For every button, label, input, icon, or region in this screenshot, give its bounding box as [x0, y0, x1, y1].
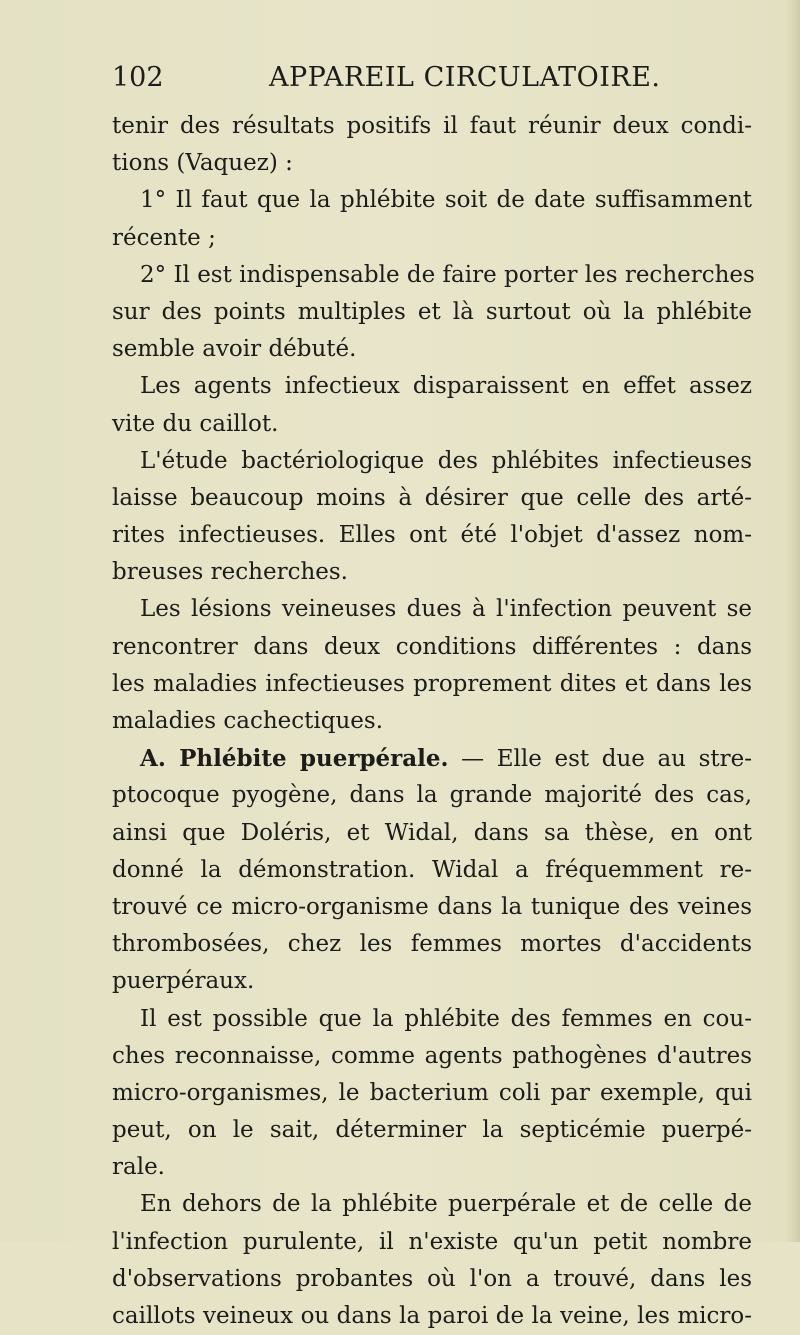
text-line: Il est possible que la phlébite des femmes en cou-: [140, 1005, 752, 1032]
section-heading: A. Phlébite puerpérale.: [140, 745, 449, 773]
text-line: Les lésions veineuses dues à l'infection peuvent se: [140, 596, 752, 623]
text-line: trouvé ce micro-organisme dans la tunique des veines: [112, 893, 752, 920]
text-line: [112, 740, 752, 777]
text-line: rencontrer dans deux conditions différentes : dans: [112, 633, 752, 660]
body-text: [112, 108, 755, 1335]
text-line: l'infection purulente, il n'existe qu'un petit nombre: [112, 1228, 752, 1255]
text-line: ainsi que Doléris, et Widal, dans sa thèse, en ont: [112, 819, 752, 846]
text-line: maladies cachectiques.: [112, 708, 384, 734]
text-line: tenir des résultats positifs il faut réunir deux condi-: [112, 113, 752, 139]
text-line: les maladies infectieuses proprement dites et dans les: [112, 670, 752, 697]
text-line: ptocoque pyogène, dans la grande majorité des cas,: [112, 782, 752, 809]
text-fragment: — Elle est due au stre-: [448, 746, 752, 773]
page-header: [112, 62, 712, 98]
text-line: d'observations probantes où l'on a trouvé, dans les: [112, 1265, 752, 1292]
text-line: Les agents infectieux disparaissent en effet assez: [140, 373, 752, 400]
text-line: micro-organismes, le bacterium coli par exemple, qui: [112, 1079, 752, 1106]
text-line: caillots veineux ou dans la paroi de la veine, les micro-: [112, 1303, 752, 1329]
text-line: puerpéraux.: [112, 968, 255, 995]
text-line: thrombosées, chez les femmes mortes d'accidents: [112, 931, 752, 958]
text-line: rites infectieuses. Elles ont été l'objet d'assez nom-: [112, 522, 752, 549]
text-line: tions (Vaquez) :: [112, 150, 293, 177]
text-line: peut, on le sait, déterminer la septicémie puerpé-: [112, 1117, 752, 1144]
text-line: laisse beaucoup moins à désirer que celle des arté-: [112, 484, 752, 511]
text-line: L'étude bactériologique des phlébites infectieuses: [140, 447, 752, 474]
text-line: semble avoir débuté.: [112, 336, 357, 363]
text-line: breuses recherches.: [112, 559, 348, 586]
text-line: rale.: [112, 1154, 165, 1181]
text-line: 1° Il faut que la phlébite soit de date suffisamment: [140, 187, 752, 214]
text-line: vite du caillot.: [112, 410, 279, 437]
text-line: En dehors de la phlébite puerpérale et de celle de: [140, 1191, 752, 1218]
text-line: donné la démonstration. Widal a fréquemment re-: [112, 856, 752, 883]
text-line: 2° Il est indispensable de faire porter les recherches: [140, 261, 755, 288]
text-line: ches reconnaisse, comme agents pathogènes d'autres: [112, 1042, 752, 1069]
text-line: récente ;: [112, 224, 216, 251]
page-number: 102: [112, 62, 164, 93]
text-line: sur des points multiples et là surtout où la phlébite: [112, 298, 752, 325]
running-title: APPAREIL CIRCULATOIRE.: [269, 62, 661, 93]
page-edge: [786, 0, 800, 1242]
